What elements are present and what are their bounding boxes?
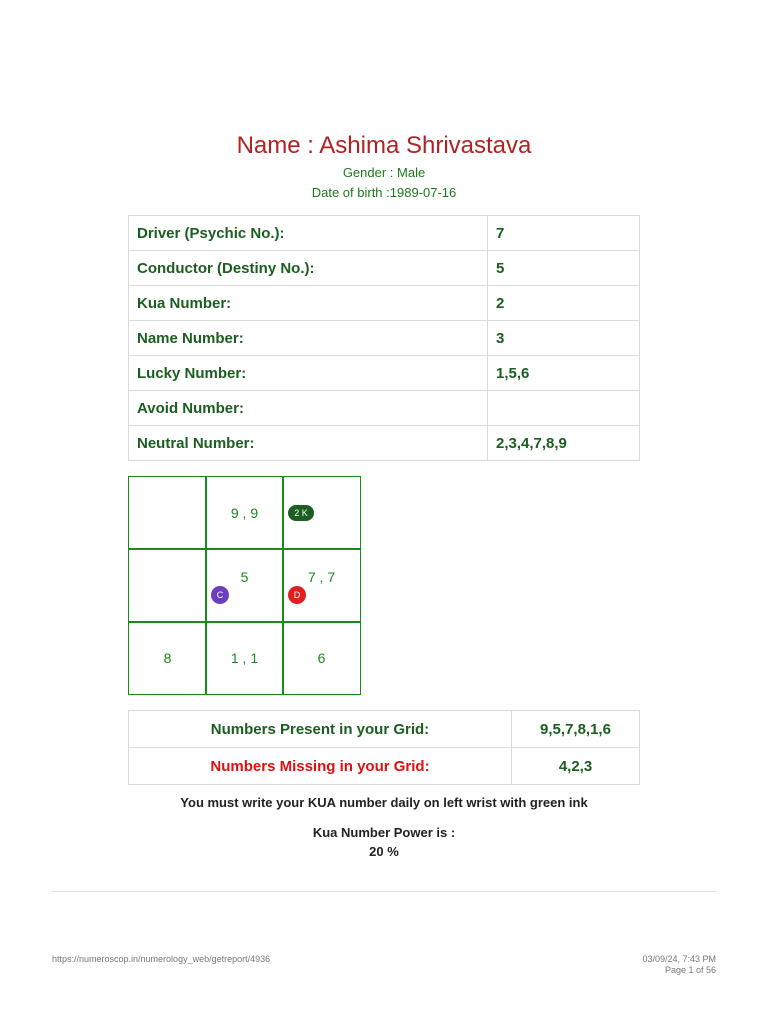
- conductor-badge: C: [211, 586, 229, 604]
- grid-cell-value: 7 , 7: [307, 569, 336, 585]
- kua-badge: 2 K: [288, 505, 314, 521]
- grid-cell-value: 5: [240, 569, 249, 585]
- kua-instruction: You must write your KUA number daily on left wrist with green ink: [180, 795, 588, 810]
- table-row: [129, 251, 640, 286]
- grid-cell: [282, 621, 361, 695]
- row-label: Driver (Psychic No.):: [129, 216, 488, 251]
- table-row: [129, 321, 640, 356]
- table-row: [129, 216, 640, 251]
- row-value: 2: [488, 286, 640, 321]
- table-row: [129, 391, 640, 426]
- row-label: Neutral Number:: [129, 426, 488, 461]
- row-value: 2,3,4,7,8,9: [488, 426, 640, 461]
- grid-summary-table: [128, 710, 640, 785]
- grid-cell-value: 1 , 1: [230, 650, 259, 666]
- row-value: 1,5,6: [488, 356, 640, 391]
- row-value: 7: [488, 216, 640, 251]
- driver-badge: D: [288, 586, 306, 604]
- row-label: Lucky Number:: [129, 356, 488, 391]
- numbers-missing-value: 4,2,3: [512, 748, 640, 785]
- row-label: Conductor (Destiny No.):: [129, 251, 488, 286]
- footer-datetime: 03/09/24, 7:43 PM: [642, 954, 716, 964]
- kua-power-title: Kua Number Power is :: [312, 825, 456, 840]
- table-row: [129, 711, 640, 748]
- grid-cell: [128, 621, 207, 695]
- date-of-birth-text: Date of birth :1989-07-16: [311, 185, 457, 200]
- gender-text: Gender : Male: [342, 165, 426, 180]
- table-row: [129, 748, 640, 785]
- footer-url: https://numeroscop.in/numerology_web/getreport/4936: [52, 954, 271, 964]
- grid-cell: [282, 548, 361, 623]
- table-row: [129, 426, 640, 461]
- numbers-present-value: 9,5,7,8,1,6: [512, 711, 640, 748]
- table-row: [129, 286, 640, 321]
- numerology-info-table: [128, 215, 640, 461]
- grid-cell: [128, 476, 207, 550]
- numbers-present-label: Numbers Present in your Grid:: [129, 711, 512, 748]
- kua-power-value: 20 %: [369, 844, 399, 859]
- grid-cell-value: 8: [163, 650, 172, 666]
- grid-cell: [205, 621, 284, 695]
- row-label: Name Number:: [129, 321, 488, 356]
- grid-cell: [282, 476, 361, 550]
- grid-cell: [205, 548, 284, 623]
- grid-cell: [128, 548, 207, 623]
- row-label: Kua Number:: [129, 286, 488, 321]
- grid-cell: [205, 476, 284, 550]
- row-value: 5: [488, 251, 640, 286]
- row-value: [488, 391, 640, 426]
- row-value: 3: [488, 321, 640, 356]
- table-row: [129, 356, 640, 391]
- report-name: Name : Ashima Shrivastava: [236, 132, 532, 159]
- footer-divider: [52, 891, 716, 892]
- grid-cell-value: 6: [317, 650, 326, 666]
- grid-cell-value: 9 , 9: [230, 505, 259, 521]
- numbers-missing-label: Numbers Missing in your Grid:: [129, 748, 512, 785]
- row-label: Avoid Number:: [129, 391, 488, 426]
- footer-page-number: Page 1 of 56: [664, 965, 716, 975]
- lo-shu-grid: [128, 476, 361, 695]
